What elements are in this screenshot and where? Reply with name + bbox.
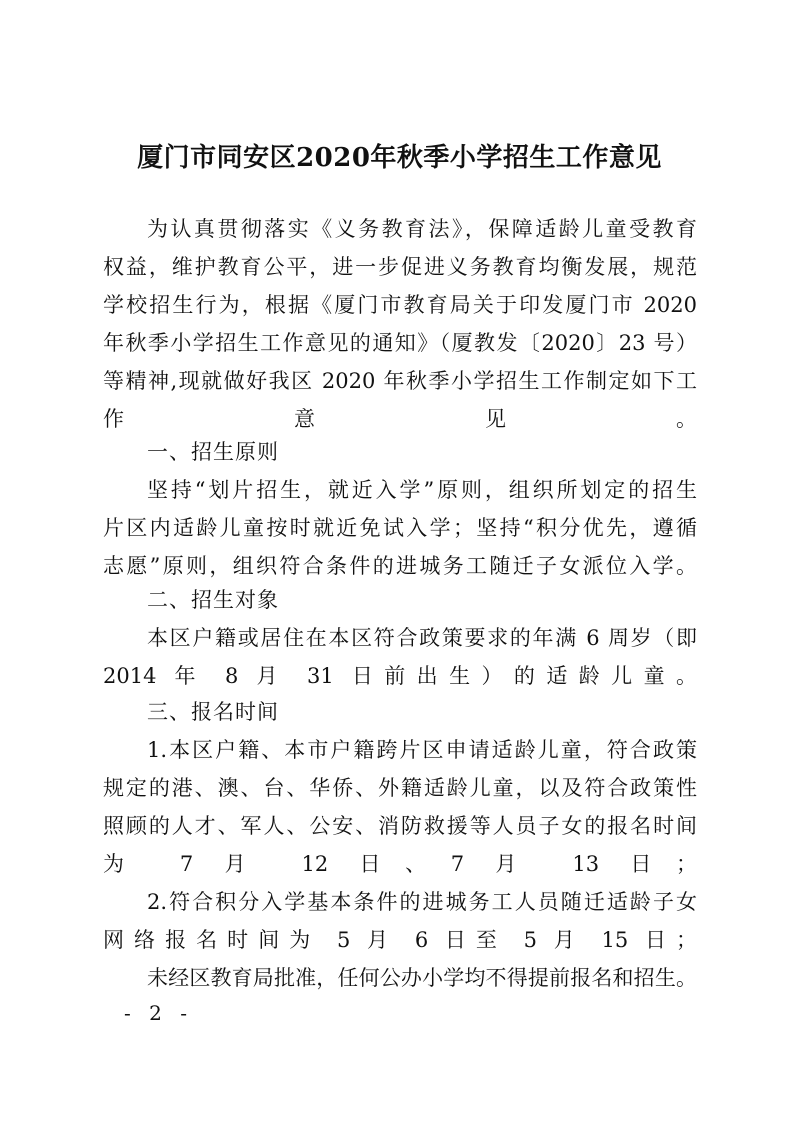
paragraph-line: 2014 年 8 月 31 日前出生）的适龄儿童。 — [103, 664, 697, 688]
paragraph-line: 坚持“划片招生，就近入学”原则，组织所划定的招生 — [147, 478, 697, 502]
paragraph-line: 为认真贯彻落实《义务教育法》，保障适龄儿童受教育 — [147, 217, 697, 241]
paragraph-line: 未经区教育局批准，任何公办小学均不得提前报名和招生。 — [147, 966, 697, 990]
paragraph-line: 本区户籍或居住在本区符合政策要求的年满 6 周岁（即 — [147, 626, 697, 650]
paragraph-line: 为 7 月 12 日、7 月 13 日； — [103, 852, 697, 876]
paragraph-line: 网络报名时间为 5 月 6 日至 5 月 15 日； — [103, 928, 697, 952]
paragraph-line: 2.符合积分入学基本条件的进城务工人员随迁适龄子女 — [147, 890, 697, 914]
paragraph-line: 年秋季小学招生工作意见的通知》（厦教发〔2020〕23 号） — [103, 331, 697, 355]
section-heading: 二、招生对象 — [147, 588, 279, 612]
paragraph-line: 学校招生行为，根据《厦门市教育局关于印发厦门市 2020 — [103, 293, 697, 317]
section-heading: 一、招生原则 — [147, 440, 279, 464]
paragraph-line: 照顾的人才、军人、公安、消防救援等人员子女的报名时间 — [103, 814, 697, 838]
paragraph-line: 作意见。 — [103, 407, 697, 431]
paragraph-line: 志愿”原则，组织符合条件的进城务工随迁子女派位入学。 — [103, 554, 697, 578]
page-number: - 2 - — [124, 1001, 193, 1025]
paragraph-line: 权益，维护教育公平，进一步促进义务教育均衡发展，规范 — [103, 255, 697, 279]
paragraph-line: 等精神,现就做好我区 2020 年秋季小学招生工作制定如下工 — [103, 369, 697, 393]
section-heading: 三、报名时间 — [147, 700, 279, 724]
paragraph-line: 片区内适龄儿童按时就近免试入学；坚持“积分优先，遵循 — [103, 516, 697, 540]
page-title: 厦门市同安区2020年秋季小学招生工作意见 — [137, 143, 662, 173]
paragraph-line: 规定的港、澳、台、华侨、外籍适龄儿童，以及符合政策性 — [103, 776, 697, 800]
paragraph-line: 1.本区户籍、本市户籍跨片区申请适龄儿童，符合政策 — [147, 738, 697, 762]
